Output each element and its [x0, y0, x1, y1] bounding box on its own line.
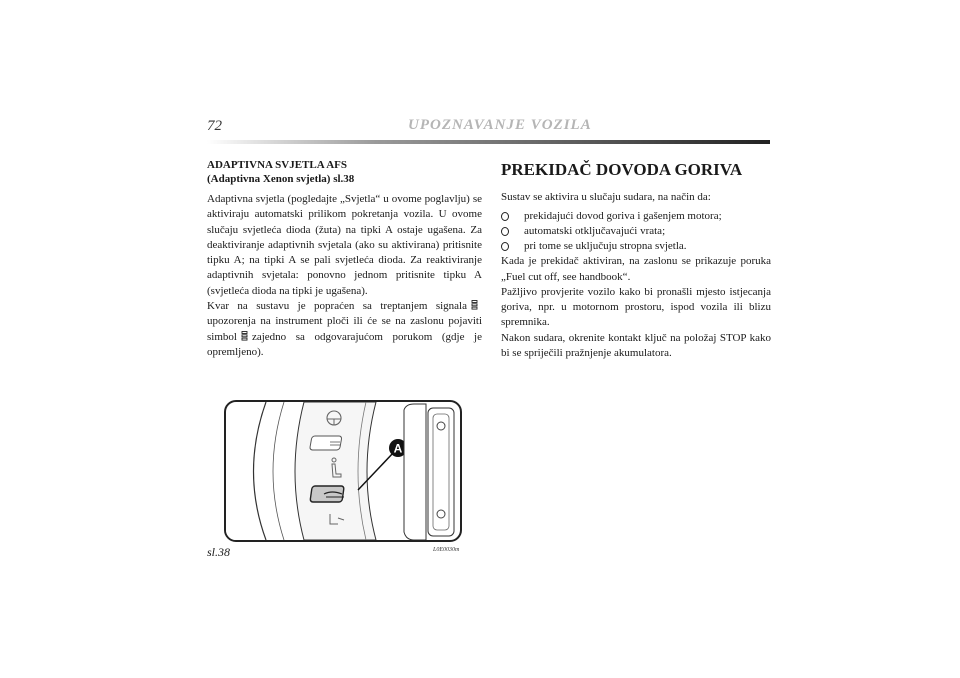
page-number: 72	[207, 118, 222, 134]
afs-section-title: ADAPTIVNA SVJETLA AFS	[207, 159, 347, 171]
fuel-cutoff-section-title: PREKIDAČ DOVODA GORIVA	[501, 160, 743, 179]
fuel-cutoff-bullet-list	[501, 209, 771, 254]
afs-paragraph-2	[207, 299, 482, 360]
afs-warning-lamp-icon	[471, 300, 478, 310]
afs-warning-lamp-icon	[241, 331, 248, 341]
running-header: UPOZNAVANJE VOZILA	[408, 117, 592, 133]
afs-paragraph-2-part3: zajedno sa odgovarajućom porukom (gdje je opremljeno).	[207, 330, 482, 358]
bullet-circle-icon	[501, 242, 509, 251]
fuel-cutoff-paragraph-2: Pažljivo provjerite vozilo kako bi pronašli mjesto istjecanja goriva, npr. u motornom prostoru, ispod vozila ili blizu spremnika.	[501, 285, 771, 329]
afs-paragraph-1: Adaptivna svjetla (pogledajte „Svjetla“ u ovome poglavlju) se aktiviraju automatski prilikom pokretanja vozila. U ovome slučaju svjetleća dioda (žuta) na tipki A ostaje ugašena. Za deaktiviranje adaptivnih svjetala (ako su aktivirana) pritisnite tipku A; na tipki A se pali svjetleća dioda. Za reaktiviranje adaptivnih svjetala: ponovno jednom pritisnite tipku A (svjetleća dioda na tipki je ugašena).	[207, 193, 482, 297]
figure-code: L0E0030m	[433, 547, 460, 553]
fuel-cutoff-intro: Sustav se aktivira u slučaju sudara, na način da:	[501, 191, 711, 203]
list-item: prekidajući dovod goriva i gašenjem motora;	[501, 209, 771, 224]
dashboard-switch-illustration	[226, 402, 460, 540]
dashboard-switch-figure	[224, 400, 462, 542]
left-column	[207, 158, 482, 360]
header-rule	[207, 140, 770, 144]
afs-section-subtitle: (Adaptivna Xenon svjetla) sl.38	[207, 173, 355, 185]
right-column	[501, 158, 771, 361]
afs-paragraph-2-part2: upozorenja na instrument ploči ili će se na zaslonu pojaviti simbol	[207, 315, 482, 343]
bullet-circle-icon	[501, 227, 509, 236]
bullet-circle-icon	[501, 212, 509, 221]
figure-caption: sl.38	[207, 545, 231, 559]
fuel-cutoff-paragraph-3: Nakon sudara, okrenite kontakt ključ na položaj STOP kako bi se spriječili pražnjenje akumulatora.	[501, 331, 771, 360]
list-item: pri tome se uključuju stropna svjetla.	[501, 239, 771, 254]
list-item: automatski otključavajući vrata;	[501, 224, 771, 239]
callout-label-a: A	[393, 441, 403, 456]
afs-paragraph-2-part1: Kvar na sustavu je popraćen sa treptanjem signala	[207, 300, 467, 313]
fuel-cutoff-paragraph-1: Kada je prekidač aktiviran, na zaslonu se prikazuje poruka „Fuel cut off, see handbook“.	[501, 255, 771, 283]
